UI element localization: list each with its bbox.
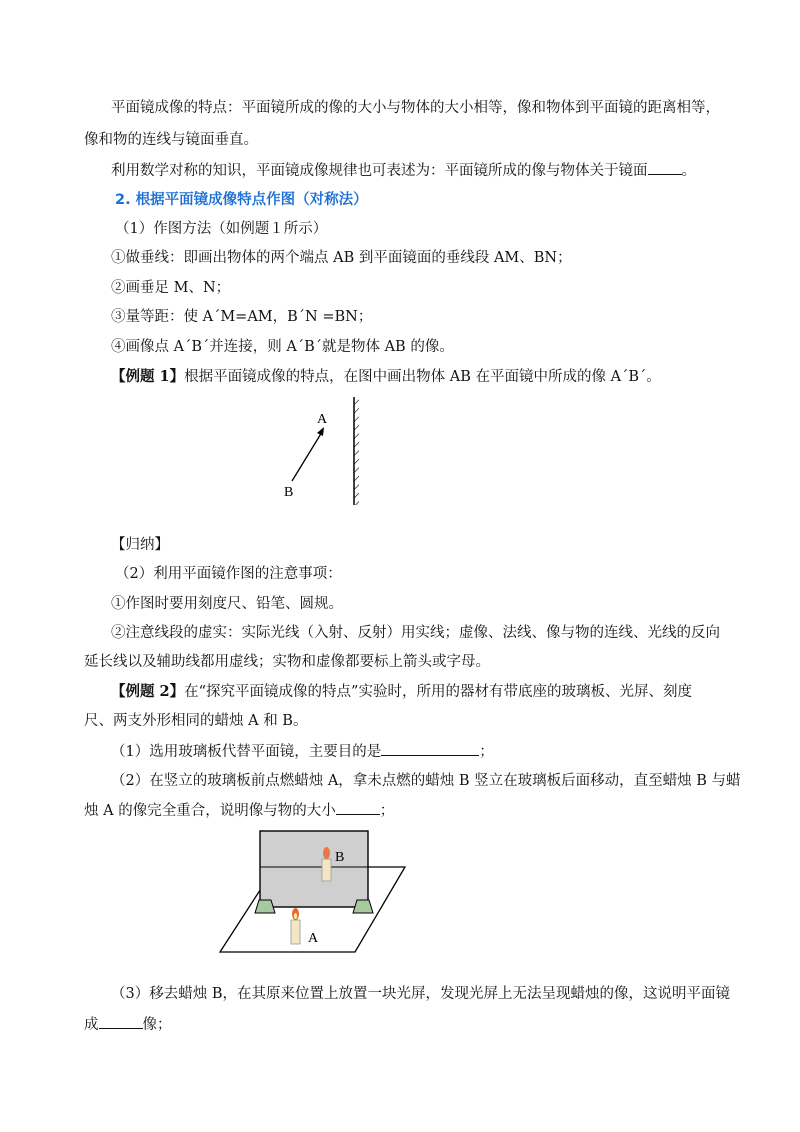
notes-title xyxy=(115,564,342,584)
text-line: ④画像点 A´B´并连接，则 A´B´就是物体 AB 的像。 xyxy=(111,339,454,355)
example-tag: 【例题 1】 xyxy=(111,368,185,385)
question-3 xyxy=(111,984,730,1004)
text-line: 像； xyxy=(142,1017,172,1033)
question-2 xyxy=(111,771,741,791)
candle-experiment-diagram xyxy=(215,828,410,958)
text-line: ②注意线段的虚实：实际光线（入射、反射）用实线；虚像、法线、像与物的连线、光线的反向 xyxy=(111,625,720,641)
text-line: （2）利用平面镜作图的注意事项： xyxy=(115,566,342,582)
mirror-diagram xyxy=(270,395,380,510)
example-1 xyxy=(111,367,661,387)
text-line: ； xyxy=(479,744,494,760)
text-line: 像和物的连线与镜面垂直。 xyxy=(84,132,258,148)
glass-base-left xyxy=(255,900,275,913)
note-2 xyxy=(111,623,720,643)
question-1 xyxy=(111,741,494,762)
candle-b-flame-icon xyxy=(323,847,330,859)
text-line: ； xyxy=(379,803,395,819)
paragraph-symmetry xyxy=(111,160,696,181)
step-1 xyxy=(111,248,572,268)
text-line: （1）选用玻璃板代替平面镜，主要目的是 xyxy=(111,744,382,760)
text-line: （2）在竖立的玻璃板前点燃蜡烛 A，拿未点燃的蜡烛 B 竖立在玻璃板后面移动，直至蜡烛 B 与蜡 xyxy=(111,773,741,789)
candle-b xyxy=(322,859,331,881)
glass-base-right xyxy=(353,900,373,913)
note-1 xyxy=(111,594,343,614)
step-3 xyxy=(111,307,372,327)
answer-blank[interactable] xyxy=(99,1014,143,1029)
example-2 xyxy=(111,682,692,702)
question-2-cont xyxy=(84,800,394,821)
text-line: 根据平面镜成像的特点，在图中画出物体 AB 在平面镜中所成的像 A´B´。 xyxy=(184,369,661,385)
text-line: 平面镜成像的特点：平面镜所成的像的大小与物体的大小相等，像和物体到平面镜的距离相等， xyxy=(111,100,720,116)
point-b-label: B xyxy=(284,485,294,500)
text-line: 成 xyxy=(84,1017,99,1033)
candle-a-label: A xyxy=(308,931,319,946)
answer-blank[interactable] xyxy=(336,800,380,815)
note-2-cont xyxy=(84,652,490,672)
paragraph-mirror-features-cont xyxy=(84,130,258,150)
text-line: ①做垂线：即画出物体的两个端点 AB 到平面镜面的垂线段 AM、BN； xyxy=(111,250,572,266)
text-line: （3）移去蜡烛 B，在其原来位置上放置一块光屏，发现光屏上无法呈现蜡烛的像，这说明平面镜 xyxy=(111,986,730,1002)
text-line: ③量等距：使 A´M=AM，B´N =BN； xyxy=(111,309,373,325)
candle-a-flame-core-icon xyxy=(294,913,297,919)
text-line: 延长线以及辅助线都用虚线；实物和虚像都要标上箭头或字母。 xyxy=(84,654,490,670)
text-line: 【归纳】 xyxy=(111,537,169,553)
example-2-cont xyxy=(84,711,307,731)
object-arrow xyxy=(292,432,322,481)
text-line: （1）作图方法（如例题１所示） xyxy=(115,221,328,237)
step-4 xyxy=(111,337,454,357)
point-a-label: A xyxy=(317,412,328,427)
answer-blank[interactable] xyxy=(381,741,479,756)
text-line: 。 xyxy=(681,163,696,179)
question-3-cont xyxy=(84,1014,172,1035)
summary-label xyxy=(111,535,169,555)
example-tag: 【例题 2】 xyxy=(111,683,185,700)
candle-b-label: B xyxy=(335,850,345,865)
heading-text: 2. 根据平面镜成像特点作图（对称法） xyxy=(115,192,368,208)
arrowhead-icon xyxy=(317,427,324,436)
answer-blank[interactable] xyxy=(648,160,682,175)
text-line: 在“探究平面镜成像的特点”实验时，所用的器材有带底座的玻璃板、光屏、刻度 xyxy=(184,684,692,700)
glass-plate xyxy=(260,831,368,907)
paragraph-mirror-features xyxy=(111,98,720,118)
text-line: ②画垂足 M、N； xyxy=(111,280,231,296)
step-2 xyxy=(111,278,230,298)
text-line: 烛 A 的像完全重合，说明像与物的大小 xyxy=(84,803,336,819)
text-line: 尺、两支外形相同的蜡烛 A 和 B。 xyxy=(84,713,308,729)
method-title xyxy=(115,219,327,239)
text-line: 利用数学对称的知识，平面镜成像规律也可表述为：平面镜所成的像与物体关于镜面 xyxy=(111,163,648,179)
section-heading xyxy=(115,190,368,210)
text-line: ①作图时要用刻度尺、铅笔、圆规。 xyxy=(111,596,343,612)
candle-a xyxy=(291,920,300,944)
